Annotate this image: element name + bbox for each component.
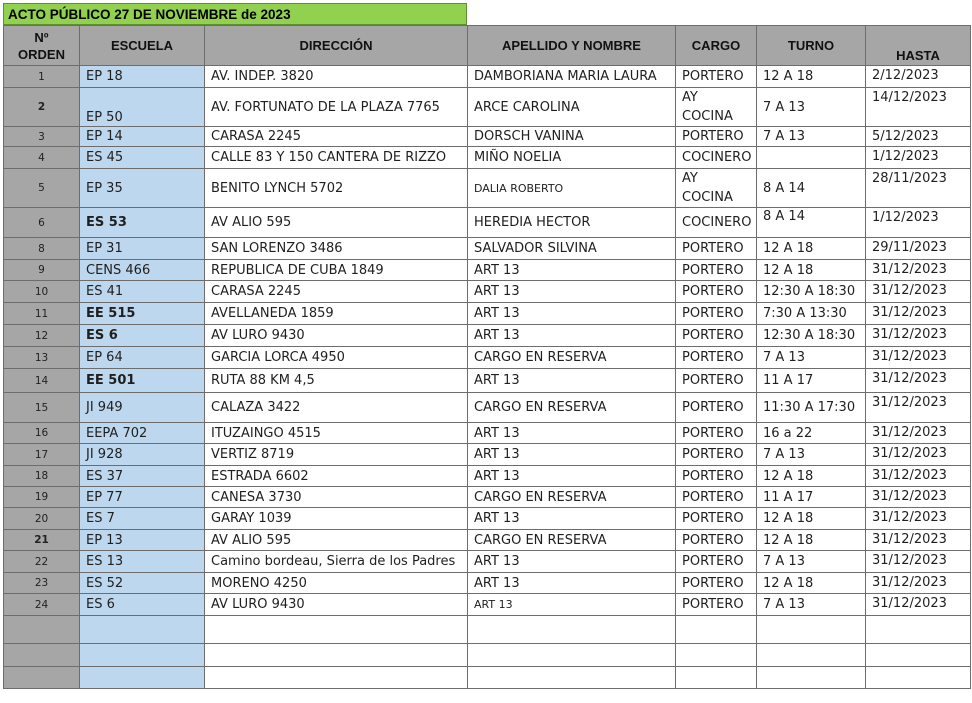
turno-cell[interactable]: 7 A 13 [757,594,866,616]
nombre-cell[interactable]: CARGO EN RESERVA [468,487,676,508]
table-row [4,88,971,127]
escuela-cell[interactable]: EP 13 [80,530,205,551]
empty-cell[interactable] [757,644,866,667]
turno-cell[interactable]: 7 A 13 [757,127,866,147]
empty-cell[interactable] [757,616,866,644]
cargo-cell[interactable]: PORTERO [676,573,757,594]
nombre-cell[interactable]: MIÑO NOELIA [468,147,676,169]
hasta-cell[interactable]: 2/12/2023 [866,66,971,88]
direccion-cell[interactable]: MORENO 4250 [205,573,468,594]
table-row [4,325,971,347]
table-row [4,303,971,325]
hasta-cell[interactable]: 31/12/2023 [866,393,971,423]
turno-cell[interactable]: 7:30 A 13:30 [757,303,866,325]
nombre-cell[interactable]: DALIA ROBERTO [468,169,676,208]
empty-cell[interactable] [80,644,205,667]
turno-cell[interactable]: 12 A 18 [757,466,866,487]
table-row [4,147,971,169]
table-row [4,487,971,508]
turno-cell[interactable]: 8 A 14 [757,169,866,208]
cargo-cell[interactable]: PORTERO [676,530,757,551]
cargo-cell[interactable]: PORTERO [676,487,757,508]
hasta-cell[interactable]: 1/12/2023 [866,208,971,238]
escuela-cell[interactable]: ES 52 [80,573,205,594]
empty-cell[interactable] [205,616,468,644]
turno-cell[interactable]: 11:30 A 17:30 [757,393,866,423]
turno-cell[interactable]: 11 A 17 [757,487,866,508]
hasta-cell[interactable]: 31/12/2023 [866,594,971,616]
empty-cell[interactable] [468,644,676,667]
nombre-cell[interactable]: ART 13 [468,466,676,487]
empty-cell[interactable] [676,616,757,644]
cargo-cell[interactable]: PORTERO [676,325,757,347]
cargo-cell[interactable]: COCINERO [676,147,757,169]
empty-cell[interactable] [205,667,468,689]
hasta-cell[interactable]: 1/12/2023 [866,147,971,169]
table-row [4,423,971,444]
empty-cell[interactable] [676,644,757,667]
cargo-cell[interactable]: PORTERO [676,423,757,444]
escuela-cell[interactable]: JI 928 [80,444,205,466]
orden-cell[interactable]: 1 [4,66,80,88]
table-row [4,508,971,530]
cargo-cell[interactable]: PORTERO [676,238,757,260]
empty-row [4,667,971,689]
cargo-cell[interactable]: PORTERO [676,66,757,88]
turno-cell[interactable] [757,147,866,169]
table-row [4,281,971,303]
orden-cell[interactable]: 9 [4,260,80,281]
escuela-cell[interactable]: ES 45 [80,147,205,169]
direccion-cell[interactable]: GARCIA LORCA 4950 [205,347,468,369]
orden-cell[interactable]: 3 [4,127,80,147]
hasta-cell[interactable]: 5/12/2023 [866,127,971,147]
direccion-cell[interactable]: SAN LORENZO 3486 [205,238,468,260]
nombre-cell[interactable]: CARGO EN RESERVA [468,530,676,551]
escuela-cell[interactable]: ES 41 [80,281,205,303]
empty-cell[interactable] [866,616,971,644]
escuela-cell[interactable]: ES 37 [80,466,205,487]
cargo-cell[interactable]: PORTERO [676,594,757,616]
nombre-cell[interactable]: DORSCH VANINA [468,127,676,147]
orden-cell[interactable]: 4 [4,147,80,169]
hasta-cell[interactable]: 31/12/2023 [866,303,971,325]
hasta-cell[interactable]: 31/12/2023 [866,444,971,466]
orden-cell[interactable]: 20 [4,508,80,530]
orden-cell[interactable]: 16 [4,423,80,444]
empty-cell[interactable] [4,667,80,689]
orden-cell[interactable]: 22 [4,551,80,573]
cargo-cell[interactable]: PORTERO [676,303,757,325]
nombre-cell[interactable]: ART 13 [468,369,676,393]
hasta-cell[interactable]: 31/12/2023 [866,260,971,281]
direccion-cell[interactable]: AV ALIO 595 [205,530,468,551]
table-row [4,208,971,238]
escuela-cell[interactable]: EP 77 [80,487,205,508]
nombre-cell[interactable]: ART 13 [468,325,676,347]
orden-cell[interactable]: 14 [4,369,80,393]
direccion-cell[interactable]: AV LURO 9430 [205,325,468,347]
hasta-cell[interactable]: 31/12/2023 [866,347,971,369]
orden-cell[interactable]: 10 [4,281,80,303]
hasta-cell[interactable]: 31/12/2023 [866,325,971,347]
cargo-cell[interactable]: PORTERO [676,444,757,466]
table-row [4,573,971,594]
nombre-cell[interactable]: SALVADOR SILVINA [468,238,676,260]
escuela-cell[interactable]: ES 7 [80,508,205,530]
direccion-cell[interactable]: AVELLANEDA 1859 [205,303,468,325]
turno-cell[interactable]: 7 A 13 [757,551,866,573]
direccion-cell[interactable]: CANESA 3730 [205,487,468,508]
escuela-cell[interactable]: CENS 466 [80,260,205,281]
orden-cell[interactable]: 24 [4,594,80,616]
turno-cell[interactable]: 12 A 18 [757,508,866,530]
hasta-cell[interactable]: 31/12/2023 [866,551,971,573]
nombre-cell[interactable]: ART 13 [468,573,676,594]
orden-cell[interactable]: 2 [4,88,80,127]
escuela-cell[interactable]: EP 31 [80,238,205,260]
header-direccion[interactable]: DIRECCIÓN [205,26,468,66]
header-cargo[interactable]: CARGO [676,26,757,66]
table-row [4,347,971,369]
hasta-cell[interactable]: 31/12/2023 [866,487,971,508]
direccion-cell[interactable]: VERTIZ 8719 [205,444,468,466]
hasta-cell[interactable]: 29/11/2023 [866,238,971,260]
hasta-cell[interactable]: 14/12/2023 [866,88,971,127]
direccion-cell[interactable]: AV. FORTUNATO DE LA PLAZA 7765 [205,88,468,127]
table-row [4,369,971,393]
direccion-cell[interactable]: BENITO LYNCH 5702 [205,169,468,208]
header-orden[interactable]: Nº ORDEN [4,26,80,66]
escuela-cell[interactable]: JI 949 [80,393,205,423]
direccion-cell[interactable]: RUTA 88 KM 4,5 [205,369,468,393]
header-turno[interactable]: TURNO [757,26,866,66]
cargo-cell[interactable]: PORTERO [676,127,757,147]
nombre-cell[interactable]: ART 13 [468,594,676,616]
hasta-cell[interactable]: 31/12/2023 [866,573,971,594]
turno-cell[interactable]: 11 A 17 [757,369,866,393]
turno-cell[interactable]: 12 A 18 [757,530,866,551]
direccion-cell[interactable]: AV LURO 9430 [205,594,468,616]
direccion-cell[interactable]: AV. INDEP. 3820 [205,66,468,88]
nombre-cell[interactable]: CARGO EN RESERVA [468,393,676,423]
hasta-cell[interactable]: 28/11/2023 [866,169,971,208]
escuela-cell[interactable]: EEPA 702 [80,423,205,444]
cargo-cell[interactable]: AY COCINA [676,169,757,208]
escuela-cell[interactable]: EP 50 [80,88,205,127]
orden-cell[interactable]: 13 [4,347,80,369]
empty-cell[interactable] [468,667,676,689]
table-row [4,127,971,147]
nombre-cell[interactable]: DAMBORIANA MARIA LAURA [468,66,676,88]
turno-cell[interactable]: 12:30 A 18:30 [757,325,866,347]
turno-cell[interactable]: 12 A 18 [757,238,866,260]
turno-cell[interactable]: 12 A 18 [757,66,866,88]
nombre-cell[interactable]: ART 13 [468,508,676,530]
nombre-cell[interactable]: ART 13 [468,423,676,444]
nombre-cell[interactable]: ARCE CAROLINA [468,88,676,127]
empty-cell[interactable] [4,616,80,644]
turno-cell[interactable]: 7 A 13 [757,88,866,127]
orden-cell[interactable]: 6 [4,208,80,238]
escuela-cell[interactable]: ES 53 [80,208,205,238]
direccion-cell[interactable]: Camino bordeau, Sierra de los Padres [205,551,468,573]
nombre-cell[interactable]: ART 13 [468,551,676,573]
table-row [4,530,971,551]
empty-cell[interactable] [757,667,866,689]
turno-cell[interactable]: 16 a 22 [757,423,866,444]
hasta-cell[interactable]: 31/12/2023 [866,466,971,487]
escuela-cell[interactable]: ES 13 [80,551,205,573]
empty-cell[interactable] [468,616,676,644]
cargo-cell[interactable]: PORTERO [676,347,757,369]
empty-row [4,616,971,644]
table-row [4,66,971,88]
orden-cell[interactable]: 11 [4,303,80,325]
orden-cell[interactable]: 12 [4,325,80,347]
nombre-cell[interactable]: ART 13 [468,444,676,466]
header-escuela[interactable]: ESCUELA [80,26,205,66]
orden-cell[interactable]: 19 [4,487,80,508]
empty-cell[interactable] [80,616,205,644]
table-row [4,393,971,423]
direccion-cell[interactable]: CALLE 83 Y 150 CANTERA DE RIZZO [205,147,468,169]
cargo-cell[interactable]: PORTERO [676,369,757,393]
turno-cell[interactable]: 7 A 13 [757,347,866,369]
table-row [4,169,971,208]
table-row [4,466,971,487]
table-row [4,238,971,260]
escuela-cell[interactable]: EE 515 [80,303,205,325]
table-row [4,594,971,616]
escuela-cell[interactable]: ES 6 [80,325,205,347]
cargo-cell[interactable]: PORTERO [676,393,757,423]
direccion-cell[interactable]: ESTRADA 6602 [205,466,468,487]
turno-cell[interactable]: 7 A 13 [757,444,866,466]
orden-cell[interactable]: 18 [4,466,80,487]
empty-cell[interactable] [866,644,971,667]
direccion-cell[interactable]: GARAY 1039 [205,508,468,530]
cargo-cell[interactable]: PORTERO [676,466,757,487]
direccion-cell[interactable]: CALAZA 3422 [205,393,468,423]
orden-cell[interactable]: 15 [4,393,80,423]
cargo-cell[interactable]: PORTERO [676,281,757,303]
assignments-table [3,25,971,689]
escuela-cell[interactable]: EP 35 [80,169,205,208]
nombre-cell[interactable]: HEREDIA HECTOR [468,208,676,238]
orden-cell[interactable]: 8 [4,238,80,260]
turno-cell[interactable]: 12 A 18 [757,260,866,281]
empty-cell[interactable] [4,644,80,667]
direccion-cell[interactable]: CARASA 2245 [205,127,468,147]
table-row [4,260,971,281]
hasta-cell[interactable]: 31/12/2023 [866,369,971,393]
table-row [4,551,971,573]
empty-cell[interactable] [80,667,205,689]
nombre-cell[interactable]: ART 13 [468,260,676,281]
cargo-cell[interactable]: PORTERO [676,508,757,530]
cargo-cell[interactable]: AY COCINA [676,88,757,127]
cargo-cell[interactable]: COCINERO [676,208,757,238]
nombre-cell[interactable]: ART 13 [468,303,676,325]
turno-cell[interactable]: 12 A 18 [757,573,866,594]
escuela-cell[interactable]: EP 64 [80,347,205,369]
hasta-cell[interactable]: 31/12/2023 [866,423,971,444]
orden-cell[interactable]: 21 [4,530,80,551]
empty-cell[interactable] [866,667,971,689]
nombre-cell[interactable]: CARGO EN RESERVA [468,347,676,369]
cargo-cell[interactable]: PORTERO [676,551,757,573]
empty-cell[interactable] [205,644,468,667]
hasta-cell[interactable]: 31/12/2023 [866,530,971,551]
escuela-cell[interactable]: EE 501 [80,369,205,393]
orden-cell[interactable]: 17 [4,444,80,466]
direccion-cell[interactable]: AV ALIO 595 [205,208,468,238]
direccion-cell[interactable]: REPUBLICA DE CUBA 1849 [205,260,468,281]
cargo-cell[interactable]: PORTERO [676,260,757,281]
escuela-cell[interactable]: EP 14 [80,127,205,147]
orden-cell[interactable]: 23 [4,573,80,594]
hasta-cell[interactable]: 31/12/2023 [866,281,971,303]
sheet-title: ACTO PÚBLICO 27 DE NOVIEMBRE de 2023 [3,3,467,25]
empty-row [4,644,971,667]
escuela-cell[interactable]: ES 6 [80,594,205,616]
turno-cell[interactable]: 8 A 14 [757,208,866,238]
header-apellido[interactable]: APELLIDO Y NOMBRE [468,26,676,66]
nombre-cell[interactable]: ART 13 [468,281,676,303]
empty-cell[interactable] [676,667,757,689]
direccion-cell[interactable]: ITUZAINGO 4515 [205,423,468,444]
direccion-cell[interactable]: CARASA 2245 [205,281,468,303]
orden-cell[interactable]: 5 [4,169,80,208]
hasta-cell[interactable]: 31/12/2023 [866,508,971,530]
escuela-cell[interactable]: EP 18 [80,66,205,88]
turno-cell[interactable]: 12:30 A 18:30 [757,281,866,303]
table-row [4,444,971,466]
header-hasta[interactable]: HASTA [866,26,971,66]
header-row [4,26,971,66]
